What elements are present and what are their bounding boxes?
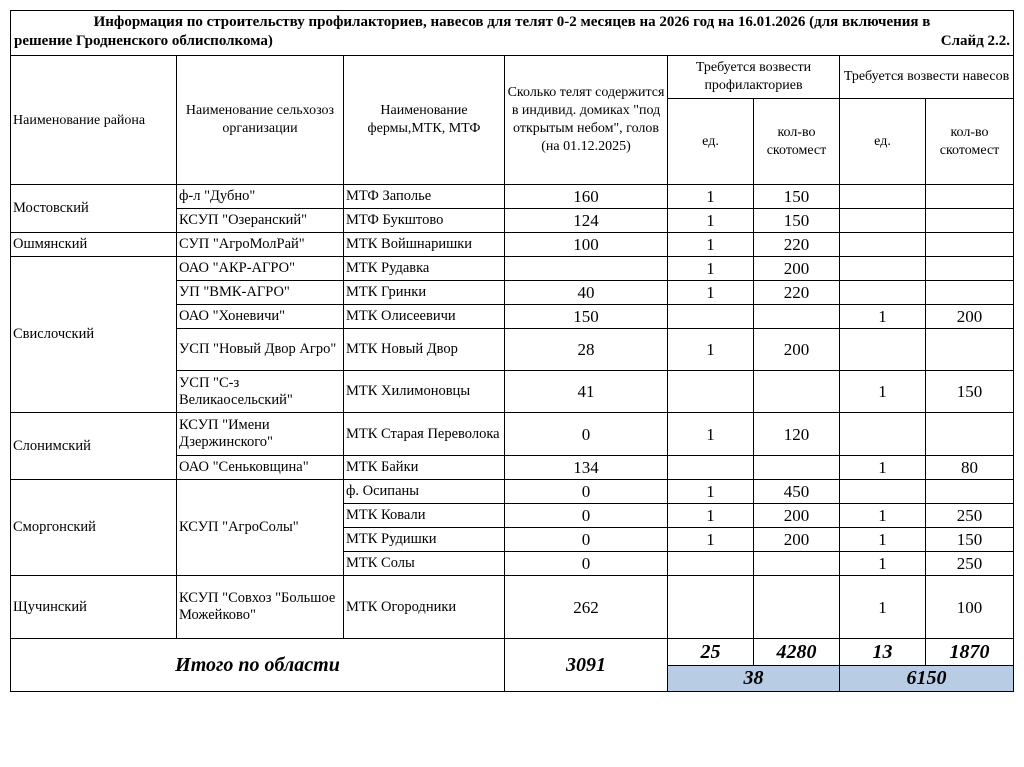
district-cell: Свислочский	[11, 257, 177, 413]
farm-cell: МТК Олисеевичи	[344, 305, 505, 329]
nav-units-cell: 1	[840, 504, 926, 528]
totals-row	[11, 639, 1014, 666]
prof-capacity-cell: 200	[754, 528, 840, 552]
header-district: Наименование района	[11, 56, 177, 185]
prof-capacity-cell: 450	[754, 480, 840, 504]
prof-units-cell: 1	[668, 504, 754, 528]
construction-table	[10, 10, 1014, 692]
org-cell: КСУП "Озеранский"	[177, 209, 344, 233]
prof-units-cell	[668, 552, 754, 576]
nav-capacity-cell	[926, 185, 1014, 209]
farm-cell: МТК Хилимоновцы	[344, 371, 505, 413]
nav-capacity-cell: 80	[926, 456, 1014, 480]
calves-cell: 28	[505, 329, 668, 371]
totals-nav-capacity: 1870	[926, 639, 1014, 666]
header-nav-capacity: кол-во скотомест	[926, 99, 1014, 185]
org-cell: ф-л "Дубно"	[177, 185, 344, 209]
calves-cell: 150	[505, 305, 668, 329]
calves-cell	[505, 257, 668, 281]
farm-cell: МТК Рудавка	[344, 257, 505, 281]
calves-cell: 40	[505, 281, 668, 305]
prof-capacity-cell: 200	[754, 329, 840, 371]
district-cell: Сморгонский	[11, 480, 177, 576]
table-row	[11, 257, 1014, 281]
calves-cell: 41	[505, 371, 668, 413]
header-prophylactoria-group: Требуется возвести профилакториев	[668, 56, 840, 99]
nav-units-cell	[840, 281, 926, 305]
prof-capacity-cell: 200	[754, 257, 840, 281]
nav-units-cell: 1	[840, 552, 926, 576]
report-title	[11, 11, 1014, 56]
prof-units-cell: 1	[668, 233, 754, 257]
calves-cell: 100	[505, 233, 668, 257]
nav-units-cell	[840, 233, 926, 257]
nav-capacity-cell: 150	[926, 371, 1014, 413]
nav-units-cell	[840, 257, 926, 281]
prof-capacity-cell: 220	[754, 233, 840, 257]
prof-capacity-cell	[754, 371, 840, 413]
org-cell: УСП "С-з Великаосельский"	[177, 371, 344, 413]
calves-cell: 0	[505, 528, 668, 552]
farm-cell: МТК Гринки	[344, 281, 505, 305]
calves-cell: 124	[505, 209, 668, 233]
farm-cell: МТК Войшнаришки	[344, 233, 505, 257]
org-cell: КСУП "Имени Дзержинского"	[177, 413, 344, 456]
table-row	[11, 233, 1014, 257]
header-farm: Наименование фермы,МТК, МТФ	[344, 56, 505, 185]
prof-capacity-cell: 150	[754, 185, 840, 209]
totals-prof-units: 25	[668, 639, 754, 666]
calves-cell: 0	[505, 552, 668, 576]
prof-units-cell	[668, 371, 754, 413]
nav-units-cell	[840, 209, 926, 233]
org-cell: СУП "АгроМолРай"	[177, 233, 344, 257]
nav-capacity-cell: 100	[926, 576, 1014, 639]
nav-capacity-cell: 250	[926, 504, 1014, 528]
totals-nav-units: 13	[840, 639, 926, 666]
totals-units-sum: 38	[668, 666, 840, 692]
prof-capacity-cell: 120	[754, 413, 840, 456]
calves-cell: 0	[505, 413, 668, 456]
title-line-1: Информация по строительству профилакториев, навесов для телят 0-2 месяцев на 2026 год на 16.01.2026 (для включения в	[93, 14, 931, 30]
header-prof-units: ед.	[668, 99, 754, 185]
prof-capacity-cell: 220	[754, 281, 840, 305]
nav-units-cell: 1	[840, 576, 926, 639]
title-line-2: решение Гродненского облисполкома)	[14, 33, 273, 49]
prof-units-cell: 1	[668, 185, 754, 209]
nav-capacity-cell	[926, 233, 1014, 257]
prof-units-cell: 1	[668, 528, 754, 552]
org-cell: КСУП "АгроСолы"	[177, 480, 344, 576]
header-prof-capacity: кол-во скотомест	[754, 99, 840, 185]
slide-number: Слайд 2.2.	[940, 33, 1011, 49]
farm-cell: МТФ Букштово	[344, 209, 505, 233]
org-cell: ОАО "Хоневичи"	[177, 305, 344, 329]
nav-capacity-cell	[926, 209, 1014, 233]
table-row	[11, 576, 1014, 639]
farm-cell: МТК Байки	[344, 456, 505, 480]
prof-units-cell: 1	[668, 413, 754, 456]
table-row	[11, 413, 1014, 456]
nav-capacity-cell	[926, 257, 1014, 281]
header-sheds-group: Требуется возвести навесов	[840, 56, 1014, 99]
header-nav-units: ед.	[840, 99, 926, 185]
nav-units-cell: 1	[840, 305, 926, 329]
district-cell: Мостовский	[11, 185, 177, 233]
prof-capacity-cell	[754, 305, 840, 329]
org-cell: ОАО "Сеньковщина"	[177, 456, 344, 480]
table-row	[11, 185, 1014, 209]
farm-cell: ф. Осипаны	[344, 480, 505, 504]
farm-cell: МТК Огородники	[344, 576, 505, 639]
farm-cell: МТК Солы	[344, 552, 505, 576]
nav-capacity-cell: 200	[926, 305, 1014, 329]
org-cell: УСП "Новый Двор Агро"	[177, 329, 344, 371]
district-cell: Слонимский	[11, 413, 177, 480]
nav-units-cell	[840, 329, 926, 371]
prof-units-cell	[668, 456, 754, 480]
prof-units-cell: 1	[668, 329, 754, 371]
header-organization: Наименование сельхозоз организации	[177, 56, 344, 185]
header-calves: Сколько телят содержится в индивид. домиках "под открытым небом", голов (на 01.12.2025)	[505, 56, 668, 185]
farm-cell: МТК Рудишки	[344, 528, 505, 552]
nav-units-cell: 1	[840, 528, 926, 552]
nav-capacity-cell	[926, 281, 1014, 305]
farm-cell: МТК Ковали	[344, 504, 505, 528]
prof-capacity-cell	[754, 552, 840, 576]
district-cell: Ошмянский	[11, 233, 177, 257]
district-cell: Щучинский	[11, 576, 177, 639]
prof-units-cell: 1	[668, 209, 754, 233]
totals-prof-capacity: 4280	[754, 639, 840, 666]
nav-units-cell	[840, 413, 926, 456]
prof-units-cell: 1	[668, 480, 754, 504]
prof-capacity-cell	[754, 576, 840, 639]
nav-units-cell: 1	[840, 456, 926, 480]
nav-units-cell	[840, 480, 926, 504]
farm-cell: МТК Новый Двор	[344, 329, 505, 371]
nav-capacity-cell	[926, 329, 1014, 371]
calves-cell: 160	[505, 185, 668, 209]
farm-cell: МТФ Заполье	[344, 185, 505, 209]
totals-label: Итого по области	[11, 639, 505, 692]
table-row	[11, 480, 1014, 504]
prof-capacity-cell: 150	[754, 209, 840, 233]
nav-units-cell: 1	[840, 371, 926, 413]
nav-units-cell	[840, 185, 926, 209]
org-cell: УП "ВМК-АГРО"	[177, 281, 344, 305]
prof-capacity-cell	[754, 456, 840, 480]
calves-cell: 262	[505, 576, 668, 639]
org-cell: ОАО "АКР-АГРО"	[177, 257, 344, 281]
nav-capacity-cell	[926, 413, 1014, 456]
totals-capacity-sum: 6150	[840, 666, 1014, 692]
nav-capacity-cell: 150	[926, 528, 1014, 552]
org-cell: КСУП "Совхоз "Большое Можейково"	[177, 576, 344, 639]
prof-units-cell: 1	[668, 257, 754, 281]
nav-capacity-cell: 250	[926, 552, 1014, 576]
prof-units-cell	[668, 305, 754, 329]
prof-units-cell	[668, 576, 754, 639]
calves-cell: 0	[505, 504, 668, 528]
prof-units-cell: 1	[668, 281, 754, 305]
farm-cell: МТК Старая Переволока	[344, 413, 505, 456]
report-sheet	[10, 10, 1013, 692]
calves-cell: 0	[505, 480, 668, 504]
totals-calves: 3091	[505, 639, 668, 692]
nav-capacity-cell	[926, 480, 1014, 504]
calves-cell: 134	[505, 456, 668, 480]
prof-capacity-cell: 200	[754, 504, 840, 528]
